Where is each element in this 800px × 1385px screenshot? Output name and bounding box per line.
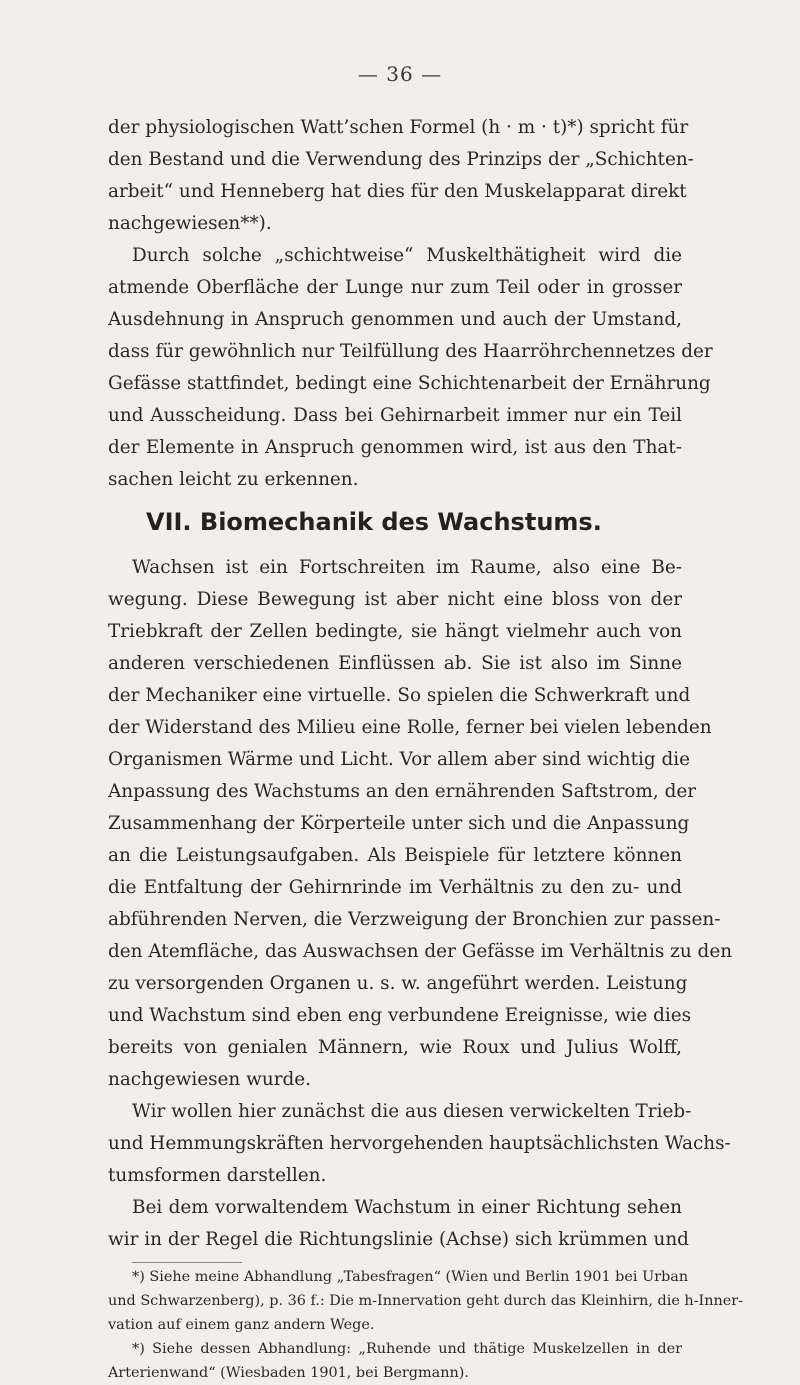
text-line: Organismen Wärme und Licht. Vor allem aber sind wichtig die <box>108 749 691 770</box>
text-line: wegung. Diese Bewegung ist aber nicht eine bloss von der <box>108 589 682 610</box>
text-line: Triebkraft der Zellen bedingte, sie hängt vielmehr auch von <box>108 621 682 642</box>
text-line: sachen leicht zu erkennen. <box>108 469 359 490</box>
text-line: der physiologischen Watt’schen Formel (h · m · t)*) spricht für <box>108 117 689 138</box>
text-line: nachgewiesen**). <box>108 213 272 234</box>
footnote-line: Arterienwand“ (Wiesbaden 1901, bei Bergmann). <box>108 1365 469 1381</box>
page-number: — 36 — <box>357 62 443 86</box>
paragraph-start-line: Durch solche „schichtweise“ Muskelthätigheit wird die <box>132 245 682 266</box>
footnote-line: *) Siehe dessen Abhandlung: „Ruhende und thätige Muskelzellen in der <box>132 1341 682 1357</box>
text-line: und Hemmungskräften hervorgehenden hauptsächlichsten Wachs- <box>108 1133 731 1154</box>
text-line: der Mechaniker eine virtuelle. So spielen die Schwerkraft und <box>108 685 691 706</box>
paragraph-start-line: Wir wollen hier zunächst die aus diesen verwickelten Trieb- <box>132 1101 692 1122</box>
text-line: Ausdehnung in Anspruch genommen und auch der Umstand, <box>108 309 682 330</box>
text-line: arbeit“ und Henneberg hat dies für den Muskelapparat direkt <box>108 181 687 202</box>
text-line: den Atemfläche, das Auswachsen der Gefässe im Verhältnis zu den <box>108 941 733 962</box>
footnote-rule <box>132 1262 242 1263</box>
text-line: den Bestand und die Verwendung des Prinzips der „Schichten- <box>108 149 694 170</box>
footnote-line: *) Siehe meine Abhandlung „Tabesfragen“ (Wien und Berlin 1901 bei Urban <box>132 1269 689 1285</box>
footnote-line: und Schwarzenberg), p. 36 f.: Die m-Innervation geht durch das Kleinhirn, die h-Inner- <box>108 1293 744 1309</box>
text-line: die Entfaltung der Gehirnrinde im Verhältnis zu den zu- und <box>108 877 682 898</box>
text-line: atmende Oberfläche der Lunge nur zum Teil oder in grosser <box>108 277 682 298</box>
text-line: Zusammenhang der Körperteile unter sich und die Anpassung <box>108 813 690 834</box>
text-line: zu versorgenden Organen u. s. w. angeführt werden. Leistung <box>108 973 688 994</box>
text-line: Gefässe stattfindet, bedingt eine Schichtenarbeit der Ernährung <box>108 373 711 394</box>
text-line: der Elemente in Anspruch genommen wird, ist aus den That- <box>108 437 682 458</box>
text-line: an die Leistungsaufgaben. Als Beispiele für letztere können <box>108 845 682 866</box>
footnote-line: vation auf einem ganz andern Wege. <box>108 1317 375 1333</box>
text-line: und Wachstum sind eben eng verbundene Ereignisse, wie dies <box>108 1005 692 1026</box>
text-line: Anpassung des Wachstums an den ernährenden Saftstrom, der <box>108 781 697 802</box>
paragraph-start-line: Wachsen ist ein Fortschreiten im Raume, also eine Be- <box>132 557 682 578</box>
body-text <box>108 112 744 1385</box>
section-heading: VII. Biomechanik des Wachstums. <box>146 508 602 536</box>
text-line: dass für gewöhnlich nur Teilfüllung des Haarröhrchennetzes der <box>108 341 713 362</box>
text-line: und Ausscheidung. Dass bei Gehirnarbeit immer nur ein Teil <box>108 405 682 426</box>
text-line: abführenden Nerven, die Verzweigung der Bronchien zur passen- <box>108 909 721 930</box>
text-line: anderen verschiedenen Einflüssen ab. Sie ist also im Sinne <box>108 653 682 674</box>
text-line: nachgewiesen wurde. <box>108 1069 312 1090</box>
paragraph-start-line: Bei dem vorwaltendem Wachstum in einer Richtung sehen <box>132 1197 682 1218</box>
text-line: der Widerstand des Milieu eine Rolle, ferner bei vielen lebenden <box>108 717 712 738</box>
text-line: wir in der Regel die Richtungslinie (Achse) sich krümmen und <box>108 1229 689 1250</box>
text-line: bereits von genialen Männern, wie Roux und Julius Wolff, <box>108 1037 682 1058</box>
text-line: tumsformen darstellen. <box>108 1165 327 1186</box>
